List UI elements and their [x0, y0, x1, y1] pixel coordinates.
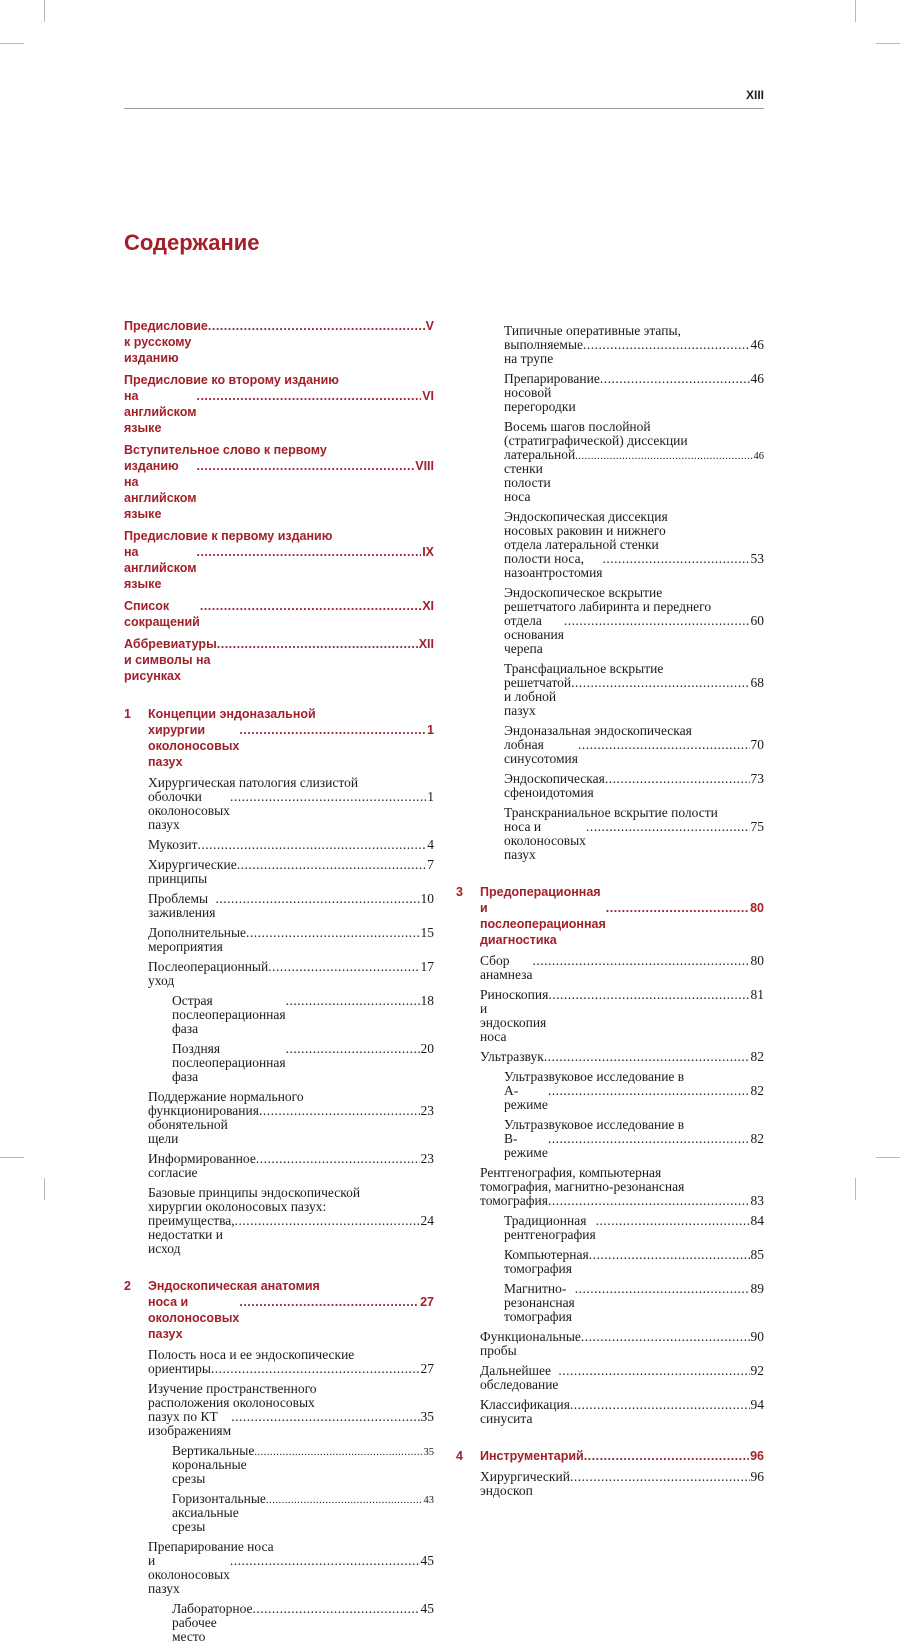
toc-item — [124, 1090, 434, 1146]
toc-page-number: 73 — [750, 771, 764, 786]
toc-entry-text: Функциональные пробы — [480, 1329, 581, 1358]
toc-page-number: 35 — [420, 1409, 434, 1424]
toc-entry-lastline — [504, 1214, 764, 1242]
toc-item — [456, 420, 764, 504]
toc-item — [456, 1330, 764, 1358]
toc-page-number: 84 — [750, 1213, 764, 1228]
toc-item — [456, 988, 764, 1044]
toc-page-number: 82 — [750, 1131, 764, 1146]
toc-entry-lastline — [172, 1492, 434, 1534]
dot-leader — [231, 1410, 419, 1424]
dot-leader — [237, 858, 427, 872]
dot-leader — [571, 676, 749, 690]
toc-page-number: XI — [422, 599, 434, 613]
dot-leader — [239, 722, 426, 738]
toc-entry-lastline — [148, 960, 434, 988]
toc-entry-lastline — [148, 838, 434, 852]
dot-leader — [558, 1364, 749, 1378]
toc-page-number: 46 — [750, 371, 764, 386]
toc-page-number: VIII — [415, 459, 434, 473]
toc-page-number: 20 — [420, 1041, 434, 1056]
toc-entry-lastline — [172, 994, 434, 1036]
toc-page-number: 17 — [420, 959, 434, 974]
toc-item — [456, 1364, 764, 1392]
toc-page-number: 27 — [420, 1295, 434, 1309]
crop-mark — [855, 0, 856, 22]
dot-leader — [570, 1398, 750, 1412]
toc-page-number: 89 — [750, 1281, 764, 1296]
toc-entry-line: Типичные оперативные этапы, — [504, 323, 681, 338]
toc-page-number: 53 — [750, 551, 764, 566]
toc-entry-lastline — [124, 388, 434, 436]
toc-entry-lastline — [124, 598, 434, 630]
toc-entry-text: Предисловие к русскому изданию — [124, 319, 208, 365]
toc-entry-lastline — [480, 1050, 764, 1064]
toc-page-number: VI — [422, 389, 434, 403]
toc-item — [456, 1050, 764, 1064]
crop-mark — [0, 1157, 24, 1158]
toc-entry-line: Препарирование носа — [148, 1539, 274, 1554]
dot-leader — [548, 988, 749, 1002]
dot-leader — [570, 1470, 750, 1484]
toc-entry-line: Полость носа и ее эндоскопические — [148, 1347, 355, 1362]
toc-entry-text: Поздняя послеоперационная фаза — [172, 1041, 286, 1084]
toc-entry-text: полости носа, назоантростомия — [504, 551, 603, 580]
dot-leader — [196, 544, 421, 560]
crop-mark — [876, 43, 900, 44]
toc-entry-text: отдела основания черепа — [504, 613, 564, 656]
dot-leader — [246, 926, 419, 940]
page-title: Содержание — [124, 230, 260, 255]
toc-entry-lastline — [172, 1602, 434, 1644]
toc-entry-lastline — [504, 338, 764, 366]
toc-page-number: 94 — [750, 1397, 764, 1412]
toc-item — [124, 994, 434, 1036]
front-matter-entry — [124, 318, 434, 366]
toc-entry-lastline — [148, 1362, 434, 1376]
running-head — [124, 88, 764, 109]
dot-leader — [583, 338, 749, 352]
toc-page-number: 23 — [420, 1151, 434, 1166]
toc-page-number: 45 — [420, 1553, 434, 1568]
toc-entry-lastline — [148, 1214, 434, 1256]
toc-entry-text: лобная синусотомия — [504, 737, 578, 766]
toc-page-number: IX — [422, 545, 434, 559]
crop-mark — [44, 1178, 45, 1200]
toc-entry-lastline — [148, 1410, 434, 1438]
toc-page-number: 27 — [420, 1361, 434, 1376]
dot-leader — [211, 1362, 420, 1376]
toc-entry-text: Классификация синусита — [480, 1397, 570, 1426]
toc-page-number: V — [425, 319, 434, 333]
chapter-3 — [456, 884, 764, 948]
toc-entry-line: Хирургическая патология слизистой — [148, 775, 359, 790]
dot-leader — [596, 1214, 750, 1228]
toc-column-left — [124, 318, 434, 1644]
toc-entry-lastline — [148, 892, 434, 920]
toc-entry-lastline — [124, 544, 434, 592]
toc-page-number: 90 — [750, 1329, 764, 1344]
toc-entry-text: носа и околоносовых пазух — [148, 1295, 240, 1341]
toc-page-number: 35 — [423, 1447, 434, 1458]
toc-entry-text: Вертикальные корональные срезы — [172, 1443, 255, 1486]
toc-page-number: 7 — [427, 857, 434, 872]
toc-entry-line: Базовые принципы эндоскопической — [148, 1185, 361, 1200]
toc-entry-line: Изучение пространственного — [148, 1381, 317, 1396]
dot-leader — [196, 388, 421, 404]
dot-leader — [544, 1050, 750, 1064]
toc-entry-line: Предисловие к первому изданию — [124, 529, 333, 543]
toc-entry-text: выполняемые на трупе — [504, 337, 584, 366]
toc-entry-lastline — [148, 790, 434, 832]
dot-leader — [239, 1294, 419, 1310]
front-matter-entry — [124, 636, 434, 684]
crop-mark — [44, 0, 45, 22]
toc-entry-line: Транскраниальное вскрытие полости — [504, 805, 718, 820]
toc-page-number: 45 — [420, 1601, 434, 1616]
toc-item — [456, 1282, 764, 1324]
toc-entry-lastline — [480, 1194, 764, 1208]
toc-entry-text: Компьютерная томография — [504, 1247, 589, 1276]
toc-page-number: 81 — [750, 987, 764, 1002]
toc-item — [456, 806, 764, 862]
dot-leader — [548, 1084, 750, 1098]
toc-page-number: 68 — [750, 675, 764, 690]
dot-leader — [256, 1152, 420, 1166]
crop-mark — [0, 43, 24, 44]
toc-entry-lastline — [504, 614, 764, 656]
toc-entry-line: Предоперационная — [480, 885, 601, 899]
toc-entry-text: носа и околоносовых пазух — [504, 819, 586, 862]
toc-entry-lastline — [148, 1104, 434, 1146]
chapter-title — [124, 706, 434, 770]
toc-item — [124, 960, 434, 988]
toc-entry-lastline — [504, 676, 764, 718]
spacer — [456, 1426, 764, 1448]
dot-leader — [532, 954, 749, 968]
dot-leader — [575, 450, 752, 464]
toc-entry-lastline — [504, 772, 764, 800]
toc-entry-text: В-режиме — [504, 1131, 548, 1160]
toc-entry-lastline — [124, 458, 434, 522]
toc-entry-text: Сбор анамнеза — [480, 953, 533, 982]
dot-leader — [198, 838, 427, 852]
toc-item — [456, 324, 764, 366]
toc-entry-line: Трансфациальное вскрытие — [504, 661, 664, 676]
toc-entry-text: Мукозит — [148, 837, 198, 852]
toc-entry-lastline — [148, 1294, 434, 1342]
toc-item — [456, 724, 764, 766]
toc-entry-text: на английском языке — [124, 389, 197, 435]
toc-item — [456, 662, 764, 718]
toc-entry-line: носовых раковин и нижнего — [504, 523, 666, 538]
toc-entry-text: Горизонтальные аксиальные срезы — [172, 1491, 266, 1534]
toc-entry-line: Вступительное слово к первому — [124, 443, 327, 457]
toc-item — [456, 510, 764, 580]
toc-item — [124, 1602, 434, 1644]
toc-item — [456, 1070, 764, 1112]
toc-page-number: 24 — [420, 1213, 434, 1228]
toc-page-number: 96 — [750, 1449, 764, 1463]
toc-page-number: 18 — [420, 993, 434, 1008]
toc-entry-text: и околоносовых пазух — [148, 1553, 230, 1596]
toc-entry-line: Эндоскопическая диссекция — [504, 509, 668, 524]
toc-entry-line: Эндоскопическая анатомия — [148, 1279, 320, 1293]
toc-page-number: 60 — [750, 613, 764, 628]
toc-item — [124, 926, 434, 954]
chapter-number: 2 — [124, 1279, 131, 1293]
toc-item — [124, 1444, 434, 1486]
toc-entry-lastline — [504, 1132, 764, 1160]
toc-column-right — [456, 318, 764, 1498]
toc-page-number: 80 — [750, 901, 764, 915]
dot-leader — [217, 636, 418, 652]
dot-leader — [254, 1446, 422, 1460]
toc-page-number: 4 — [427, 837, 434, 852]
toc-entry-lastline — [480, 1364, 764, 1392]
spacer — [124, 1256, 434, 1278]
dot-leader — [600, 372, 750, 386]
chapter-title — [124, 1278, 434, 1342]
toc-entry-text: на английском языке — [124, 545, 197, 591]
toc-entry-text: Хирургические принципы — [148, 857, 237, 886]
toc-item — [124, 838, 434, 852]
toc-page-number: 1 — [427, 789, 434, 804]
toc-entry-line: томография, магнитно-резонансная — [480, 1179, 685, 1194]
chapter-title — [456, 1448, 764, 1464]
toc-entry-text: А-режиме — [504, 1083, 548, 1112]
toc-item — [124, 1540, 434, 1596]
toc-entry-line: решетчатого лабиринта и переднего — [504, 599, 712, 614]
toc-item — [456, 586, 764, 656]
toc-entry-text: пазух по КТ изображениям — [148, 1409, 232, 1438]
chapter-number: 3 — [456, 885, 463, 899]
toc-entry-text: Хирургический эндоскоп — [480, 1469, 570, 1498]
toc-entry-lastline — [504, 1084, 764, 1112]
chapter-number: 4 — [456, 1449, 463, 1463]
page-number: XIII — [745, 88, 764, 102]
toc-page-number: 43 — [423, 1495, 434, 1506]
toc-entry-line: Рентгенография, компьютерная — [480, 1165, 662, 1180]
toc-entry-lastline — [480, 1330, 764, 1358]
toc-page-number: 82 — [750, 1083, 764, 1098]
toc-entry-lastline — [148, 722, 434, 770]
toc-entry-lastline — [504, 372, 764, 414]
dot-leader — [253, 1602, 420, 1616]
dot-leader — [230, 1554, 420, 1568]
toc-entry-text: Информированное согласие — [148, 1151, 256, 1180]
toc-entry-text: Традиционная рентгенография — [504, 1213, 596, 1242]
toc-entry-line: Ультразвуковое исследование в — [504, 1117, 685, 1132]
dot-leader — [548, 1194, 750, 1208]
dot-leader — [208, 318, 425, 334]
toc-entry-lastline — [480, 988, 764, 1044]
toc-item — [124, 1348, 434, 1376]
toc-entry-text: Эндоскопическая сфеноидотомия — [504, 771, 605, 800]
toc-entry-text: Лабораторное рабочее место — [172, 1601, 253, 1644]
front-matter-entry — [124, 528, 434, 592]
toc-item — [456, 1398, 764, 1426]
toc-entry-line: хирургии околоносовых пазух: — [148, 1199, 327, 1214]
toc-page-number: 46 — [753, 451, 764, 462]
toc-item — [456, 1166, 764, 1208]
dot-leader — [196, 458, 414, 474]
toc-entry-line: Эндоскопическое вскрытие — [504, 585, 663, 600]
front-matter-entry — [124, 442, 434, 522]
toc-page-number: 15 — [420, 925, 434, 940]
toc-entry-text: латеральной стенки полости носа — [504, 447, 576, 504]
toc-entry-text: хирургии околоносовых пазух — [148, 723, 240, 769]
toc-entry-text: Инструментарий — [480, 1449, 584, 1463]
toc-page-number: XII — [418, 637, 434, 651]
toc-page-number: 80 — [750, 953, 764, 968]
toc-item — [456, 1214, 764, 1242]
dot-leader — [235, 1214, 420, 1228]
toc-page-number: 70 — [750, 737, 764, 752]
front-matter-entry — [124, 372, 434, 436]
toc-entry-text: оболочки околоносовых пазух — [148, 789, 230, 832]
toc-entry-text: Магнитно-резонансная томография — [504, 1281, 575, 1324]
dot-leader — [578, 738, 750, 752]
toc-page-number: 85 — [750, 1247, 764, 1262]
toc-entry-lastline — [504, 552, 764, 580]
toc-entry-text: Дополнительные мероприятия — [148, 925, 247, 954]
dot-leader — [586, 820, 750, 834]
dot-leader — [581, 1330, 750, 1344]
toc-entry-text: Острая послеоперационная фаза — [172, 993, 286, 1036]
toc-entry-text: Проблемы заживления — [148, 891, 216, 920]
toc-item — [124, 892, 434, 920]
toc-entry-line: (стратиграфической) диссекции — [504, 433, 688, 448]
toc-entry-line: расположения околоносовых — [148, 1395, 315, 1410]
toc-item — [456, 954, 764, 982]
toc-item — [124, 858, 434, 886]
toc-entry-lastline — [480, 1398, 764, 1426]
toc-entry-lastline — [148, 1152, 434, 1180]
dot-leader — [584, 1448, 749, 1464]
dot-leader — [286, 1042, 420, 1056]
toc-entry-lastline — [148, 1554, 434, 1596]
toc-entry-lastline — [172, 1444, 434, 1486]
chapter-number: 1 — [124, 707, 131, 721]
chapter-title — [456, 884, 764, 948]
dot-leader — [230, 790, 426, 804]
dot-leader — [286, 994, 420, 1008]
toc-entry-lastline — [480, 900, 764, 948]
toc-entry-lastline — [148, 858, 434, 886]
toc-entry-text: Аббревиатуры и символы на рисунках — [124, 637, 217, 683]
toc-entry-lastline — [480, 1470, 764, 1498]
toc-entry-line: Восемь шагов послойной — [504, 419, 651, 434]
toc-item — [124, 1042, 434, 1084]
toc-entry-line: Предисловие ко второму изданию — [124, 373, 339, 387]
toc-page-number: 75 — [750, 819, 764, 834]
crop-mark — [876, 1157, 900, 1158]
spacer — [124, 684, 434, 706]
dot-leader — [200, 598, 421, 614]
dot-leader — [215, 892, 419, 906]
toc-entry-lastline — [504, 1248, 764, 1276]
dot-leader — [605, 772, 750, 786]
toc-entry-lastline — [172, 1042, 434, 1084]
toc-entry-line: Концепции эндоназальной — [148, 707, 316, 721]
dot-leader — [548, 1132, 750, 1146]
front-matter-entry — [124, 598, 434, 630]
crop-mark — [855, 1178, 856, 1200]
dot-leader — [589, 1248, 750, 1262]
toc-item — [456, 1118, 764, 1160]
toc-entry-text: Список сокращений — [124, 599, 200, 629]
dot-leader — [259, 1104, 420, 1118]
toc-item — [124, 1152, 434, 1180]
toc-page-number: 10 — [420, 891, 434, 906]
toc-page-number: 46 — [750, 337, 764, 352]
toc-entry-line: отдела латеральной стенки — [504, 537, 659, 552]
toc-entry-text: ориентиры — [148, 1361, 211, 1376]
toc-item — [456, 1470, 764, 1498]
toc-entry-text: Риноскопия и эндоскопия носа — [480, 987, 549, 1044]
toc-entry-lastline — [504, 448, 764, 504]
toc-page-number: 1 — [427, 723, 434, 737]
toc-entry-lastline — [480, 1448, 764, 1464]
dot-leader — [575, 1282, 750, 1296]
toc-entry-text: преимущества, недостатки и исход — [148, 1213, 235, 1256]
toc-entry-lastline — [504, 820, 764, 862]
dot-leader — [603, 552, 750, 566]
toc-page-number: 96 — [750, 1469, 764, 1484]
spacer — [456, 862, 764, 884]
toc-entry-lastline — [504, 1282, 764, 1324]
toc-entry-text: решетчатой и лобной пазух — [504, 675, 572, 718]
chapter-2 — [124, 1278, 434, 1342]
toc-entry-lastline — [124, 318, 434, 366]
toc-entry-line: Поддержание нормального — [148, 1089, 304, 1104]
toc-item — [124, 1382, 434, 1438]
toc-entry-line: Ультразвуковое исследование в — [504, 1069, 685, 1084]
chapter-4 — [456, 1448, 764, 1464]
toc-item — [124, 1186, 434, 1256]
toc-entry-lastline — [480, 954, 764, 982]
toc-item — [124, 1492, 434, 1534]
toc-item — [456, 372, 764, 414]
toc-page-number: 83 — [750, 1193, 764, 1208]
toc-item — [456, 772, 764, 800]
dot-leader — [606, 900, 749, 916]
dot-leader — [266, 1494, 423, 1508]
toc-entry-lastline — [124, 636, 434, 684]
dot-leader — [268, 960, 419, 974]
toc-entry-text: изданию на английском языке — [124, 459, 197, 521]
toc-entry-text: функционирования обонятельной щели — [148, 1103, 259, 1146]
toc-entry-text: Послеоперационный уход — [148, 959, 269, 988]
toc-page-number: 92 — [750, 1363, 764, 1378]
toc-entry-line: Эндоназальная эндоскопическая — [504, 723, 692, 738]
toc-entry-lastline — [504, 738, 764, 766]
toc-item — [124, 776, 434, 832]
toc-entry-lastline — [148, 926, 434, 954]
toc-page-number: 82 — [750, 1049, 764, 1064]
toc-item — [456, 1248, 764, 1276]
toc-entry-text: Дальнейшее обследование — [480, 1363, 559, 1392]
dot-leader — [564, 614, 750, 628]
toc-entry-text: томография — [480, 1193, 548, 1208]
toc-entry-text: Препарирование носовой перегородки — [504, 371, 600, 414]
chapter-1 — [124, 706, 434, 770]
toc-entry-text: Ультразвук — [480, 1049, 544, 1064]
toc-entry-text: и послеоперационная диагностика — [480, 901, 606, 947]
toc-page-number: 23 — [420, 1103, 434, 1118]
